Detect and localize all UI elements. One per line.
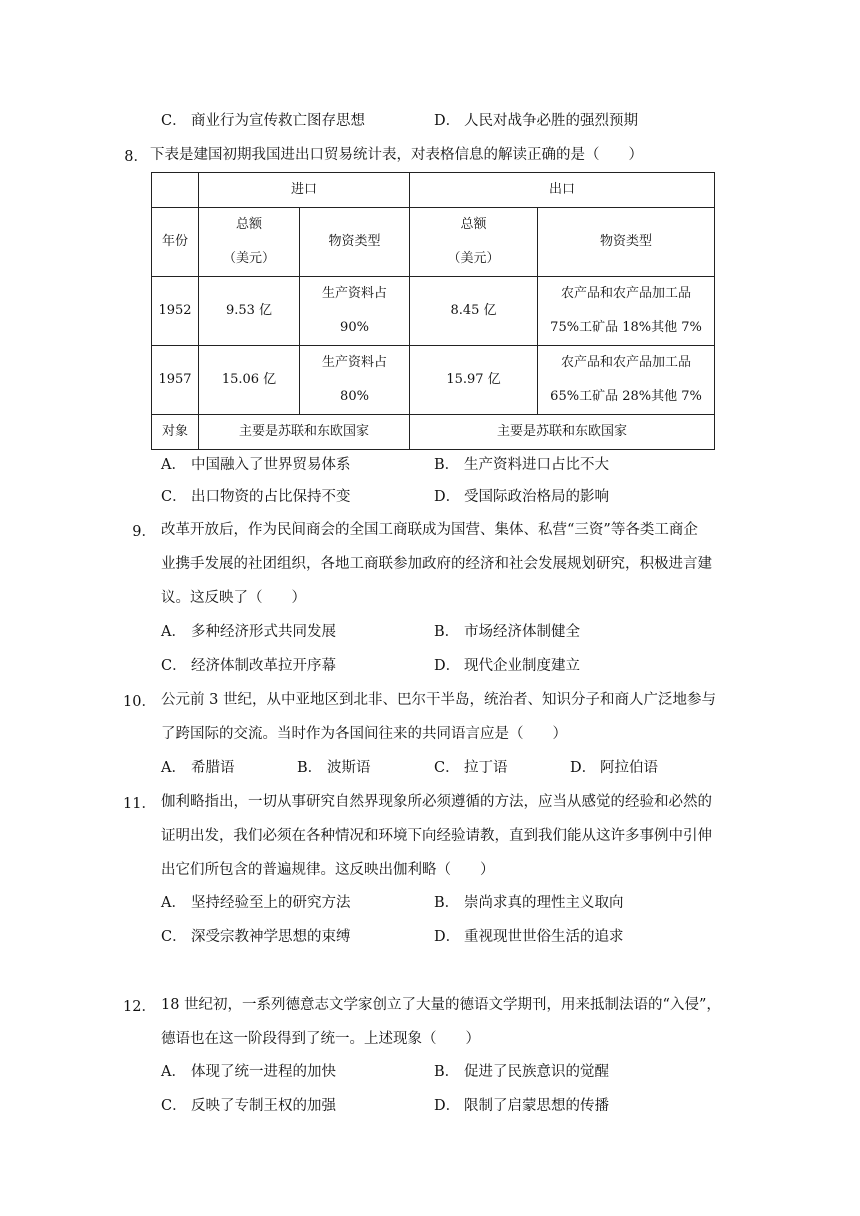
question-line: 出它们所包含的普遍规律。这反映出伽利略（ ） xyxy=(161,862,495,878)
export-type-header: 物资类型 xyxy=(538,208,715,277)
q8-option-b xyxy=(434,455,609,475)
option-letter: D． xyxy=(434,929,461,945)
partner-label: 对象 xyxy=(152,415,199,450)
q8-option-c xyxy=(161,487,351,507)
question-line: 议。这反映了（ ） xyxy=(161,590,306,606)
total-header-line1: 总额 xyxy=(235,217,262,232)
option-text: 商业行为宣传救亡图存思想 xyxy=(191,113,365,129)
option-text: 出口物资的占比保持不变 xyxy=(191,489,351,505)
option-text: 波斯语 xyxy=(327,760,371,776)
question-line: 证明出发，我们必须在各种情况和环境下向经验请教，直到我们能从这许多事例中引伸 xyxy=(161,828,712,844)
q11-option-d xyxy=(434,927,624,947)
q12-option-d xyxy=(434,1096,609,1116)
import-type-header: 物资类型 xyxy=(300,208,410,277)
option-letter: B． xyxy=(434,624,460,640)
import-partner: 主要是苏联和东欧国家 xyxy=(199,415,410,450)
export-type-cell xyxy=(538,346,715,415)
q12-option-b xyxy=(434,1062,609,1082)
import-type-line1: 生产资料占 xyxy=(322,286,388,301)
import-total-header xyxy=(199,208,300,277)
option-text: 经济体制改革拉开序幕 xyxy=(191,658,336,674)
option-letter: C． xyxy=(161,489,187,505)
export-type-line2: 65%工矿品 28%其他 7% xyxy=(550,389,702,404)
import-type-line1: 生产资料占 xyxy=(322,355,388,370)
table-corner-cell xyxy=(152,173,199,208)
option-letter: D． xyxy=(434,113,461,129)
export-partner: 主要是苏联和东欧国家 xyxy=(410,415,715,450)
option-text: 重视现世世俗生活的追求 xyxy=(464,929,624,945)
q10-option-d xyxy=(570,758,658,778)
q12-option-c xyxy=(161,1096,336,1116)
q9-option-a xyxy=(161,622,336,642)
option-text: 坚持经验至上的研究方法 xyxy=(191,895,351,911)
option-letter: A． xyxy=(161,760,186,776)
question-number: 11． xyxy=(123,796,156,812)
export-total-header xyxy=(410,208,538,277)
question-line: 18 世纪初，一系列德意志文学家创立了大量的德语文学期刊，用来抵制法语的“入侵”， xyxy=(161,997,721,1013)
option-text: 促进了民族意识的觉醒 xyxy=(464,1064,609,1080)
option-letter: C． xyxy=(161,113,187,129)
import-type-line2: 80% xyxy=(340,389,369,404)
question-stem: 下表是建国初期我国进出口贸易统计表，对表格信息的解读正确的是（ ） xyxy=(150,147,643,163)
question-line: 业携手发展的社团组织，各地工商联参加政府的经济和社会发展规划研究，积极进言建 xyxy=(161,556,712,572)
option-letter: C． xyxy=(161,929,187,945)
option-letter: D． xyxy=(434,658,461,674)
import-type-cell xyxy=(300,346,410,415)
option-letter: C． xyxy=(161,1098,187,1114)
question-line: 德语也在这一阶段得到了统一。上述现象（ ） xyxy=(161,1031,480,1047)
question-number: 10． xyxy=(123,694,156,710)
total-header-line2: （美元） xyxy=(222,251,275,266)
import-total-cell: 15.06 亿 xyxy=(199,346,300,415)
option-text: 现代企业制度建立 xyxy=(464,658,580,674)
option-letter: C． xyxy=(161,658,187,674)
export-type-line1: 农产品和农产品加工品 xyxy=(561,286,692,301)
option-letter: B． xyxy=(434,895,460,911)
q8-option-a xyxy=(161,455,351,475)
option-letter: D． xyxy=(434,489,461,505)
option-letter: A． xyxy=(161,895,186,911)
import-type-cell xyxy=(300,277,410,346)
year-cell: 1957 xyxy=(152,346,199,415)
q7-option-d xyxy=(434,111,638,131)
option-letter: A． xyxy=(161,624,186,640)
option-letter: A． xyxy=(161,457,186,473)
option-text: 中国融入了世界贸易体系 xyxy=(191,457,351,473)
option-text: 限制了启蒙思想的传播 xyxy=(464,1098,609,1114)
option-text: 反映了专制王权的加强 xyxy=(191,1098,336,1114)
question-number: 9． xyxy=(132,524,156,540)
import-total-cell: 9.53 亿 xyxy=(199,277,300,346)
export-total-cell: 15.97 亿 xyxy=(410,346,538,415)
question-line: 了跨国际的交流。当时作为各国间往来的共同语言应是（ ） xyxy=(161,726,567,742)
q11-option-b xyxy=(434,893,624,913)
q9-option-d xyxy=(434,656,580,676)
option-text: 希腊语 xyxy=(191,760,235,776)
q9-option-b xyxy=(434,622,580,642)
option-text: 市场经济体制健全 xyxy=(464,624,580,640)
year-cell: 1952 xyxy=(152,277,199,346)
q11-option-c xyxy=(161,927,351,947)
option-text: 受国际政治格局的影响 xyxy=(464,489,609,505)
q8-option-d xyxy=(434,487,609,507)
option-text: 多种经济形式共同发展 xyxy=(191,624,336,640)
q10-option-c xyxy=(434,758,508,778)
total-header-line1: 总额 xyxy=(460,217,487,232)
table-row xyxy=(152,277,715,346)
option-text: 体现了统一进程的加快 xyxy=(191,1064,336,1080)
import-header: 进口 xyxy=(199,173,410,208)
export-header: 出口 xyxy=(410,173,715,208)
option-letter: D． xyxy=(434,1098,461,1114)
import-type-line2: 90% xyxy=(340,320,369,335)
option-text: 拉丁语 xyxy=(464,760,508,776)
q11-option-a xyxy=(161,893,351,913)
option-letter: C． xyxy=(434,760,460,776)
trade-statistics-table xyxy=(151,172,715,450)
option-text: 人民对战争必胜的强烈预期 xyxy=(464,113,638,129)
option-text: 生产资料进口占比不大 xyxy=(464,457,609,473)
q9-option-c xyxy=(161,656,336,676)
export-total-cell: 8.45 亿 xyxy=(410,277,538,346)
year-header: 年份 xyxy=(152,208,199,277)
total-header-line2: （美元） xyxy=(447,251,500,266)
question-line: 改革开放后，作为民间商会的全国工商联成为国营、集体、私营“三资”等各类工商企 xyxy=(161,522,698,538)
q7-option-c xyxy=(161,111,365,131)
question-number: 8． xyxy=(124,149,148,165)
export-type-line2: 75%工矿品 18%其他 7% xyxy=(550,320,702,335)
option-text: 崇尚求真的理性主义取向 xyxy=(464,895,624,911)
question-line: 公元前 3 世纪，从中亚地区到北非、巴尔干半岛，统治者、知识分子和商人广泛地参与 xyxy=(161,692,716,708)
option-letter: A． xyxy=(161,1064,186,1080)
option-letter: D． xyxy=(570,760,597,776)
question-number: 12． xyxy=(123,999,156,1015)
q12-option-a xyxy=(161,1062,336,1082)
option-letter: B． xyxy=(434,1064,460,1080)
export-type-cell xyxy=(538,277,715,346)
option-text: 阿拉伯语 xyxy=(600,760,658,776)
question-line: 伽利略指出，一切从事研究自然界现象所必须遵循的方法，应当从感觉的经验和必然的 xyxy=(161,794,712,810)
table-row xyxy=(152,346,715,415)
option-letter: B． xyxy=(434,457,460,473)
option-text: 深受宗教神学思想的束缚 xyxy=(191,929,351,945)
option-letter: B． xyxy=(297,760,323,776)
export-type-line1: 农产品和农产品加工品 xyxy=(561,355,692,370)
q10-option-b xyxy=(297,758,371,778)
q10-option-a xyxy=(161,758,235,778)
